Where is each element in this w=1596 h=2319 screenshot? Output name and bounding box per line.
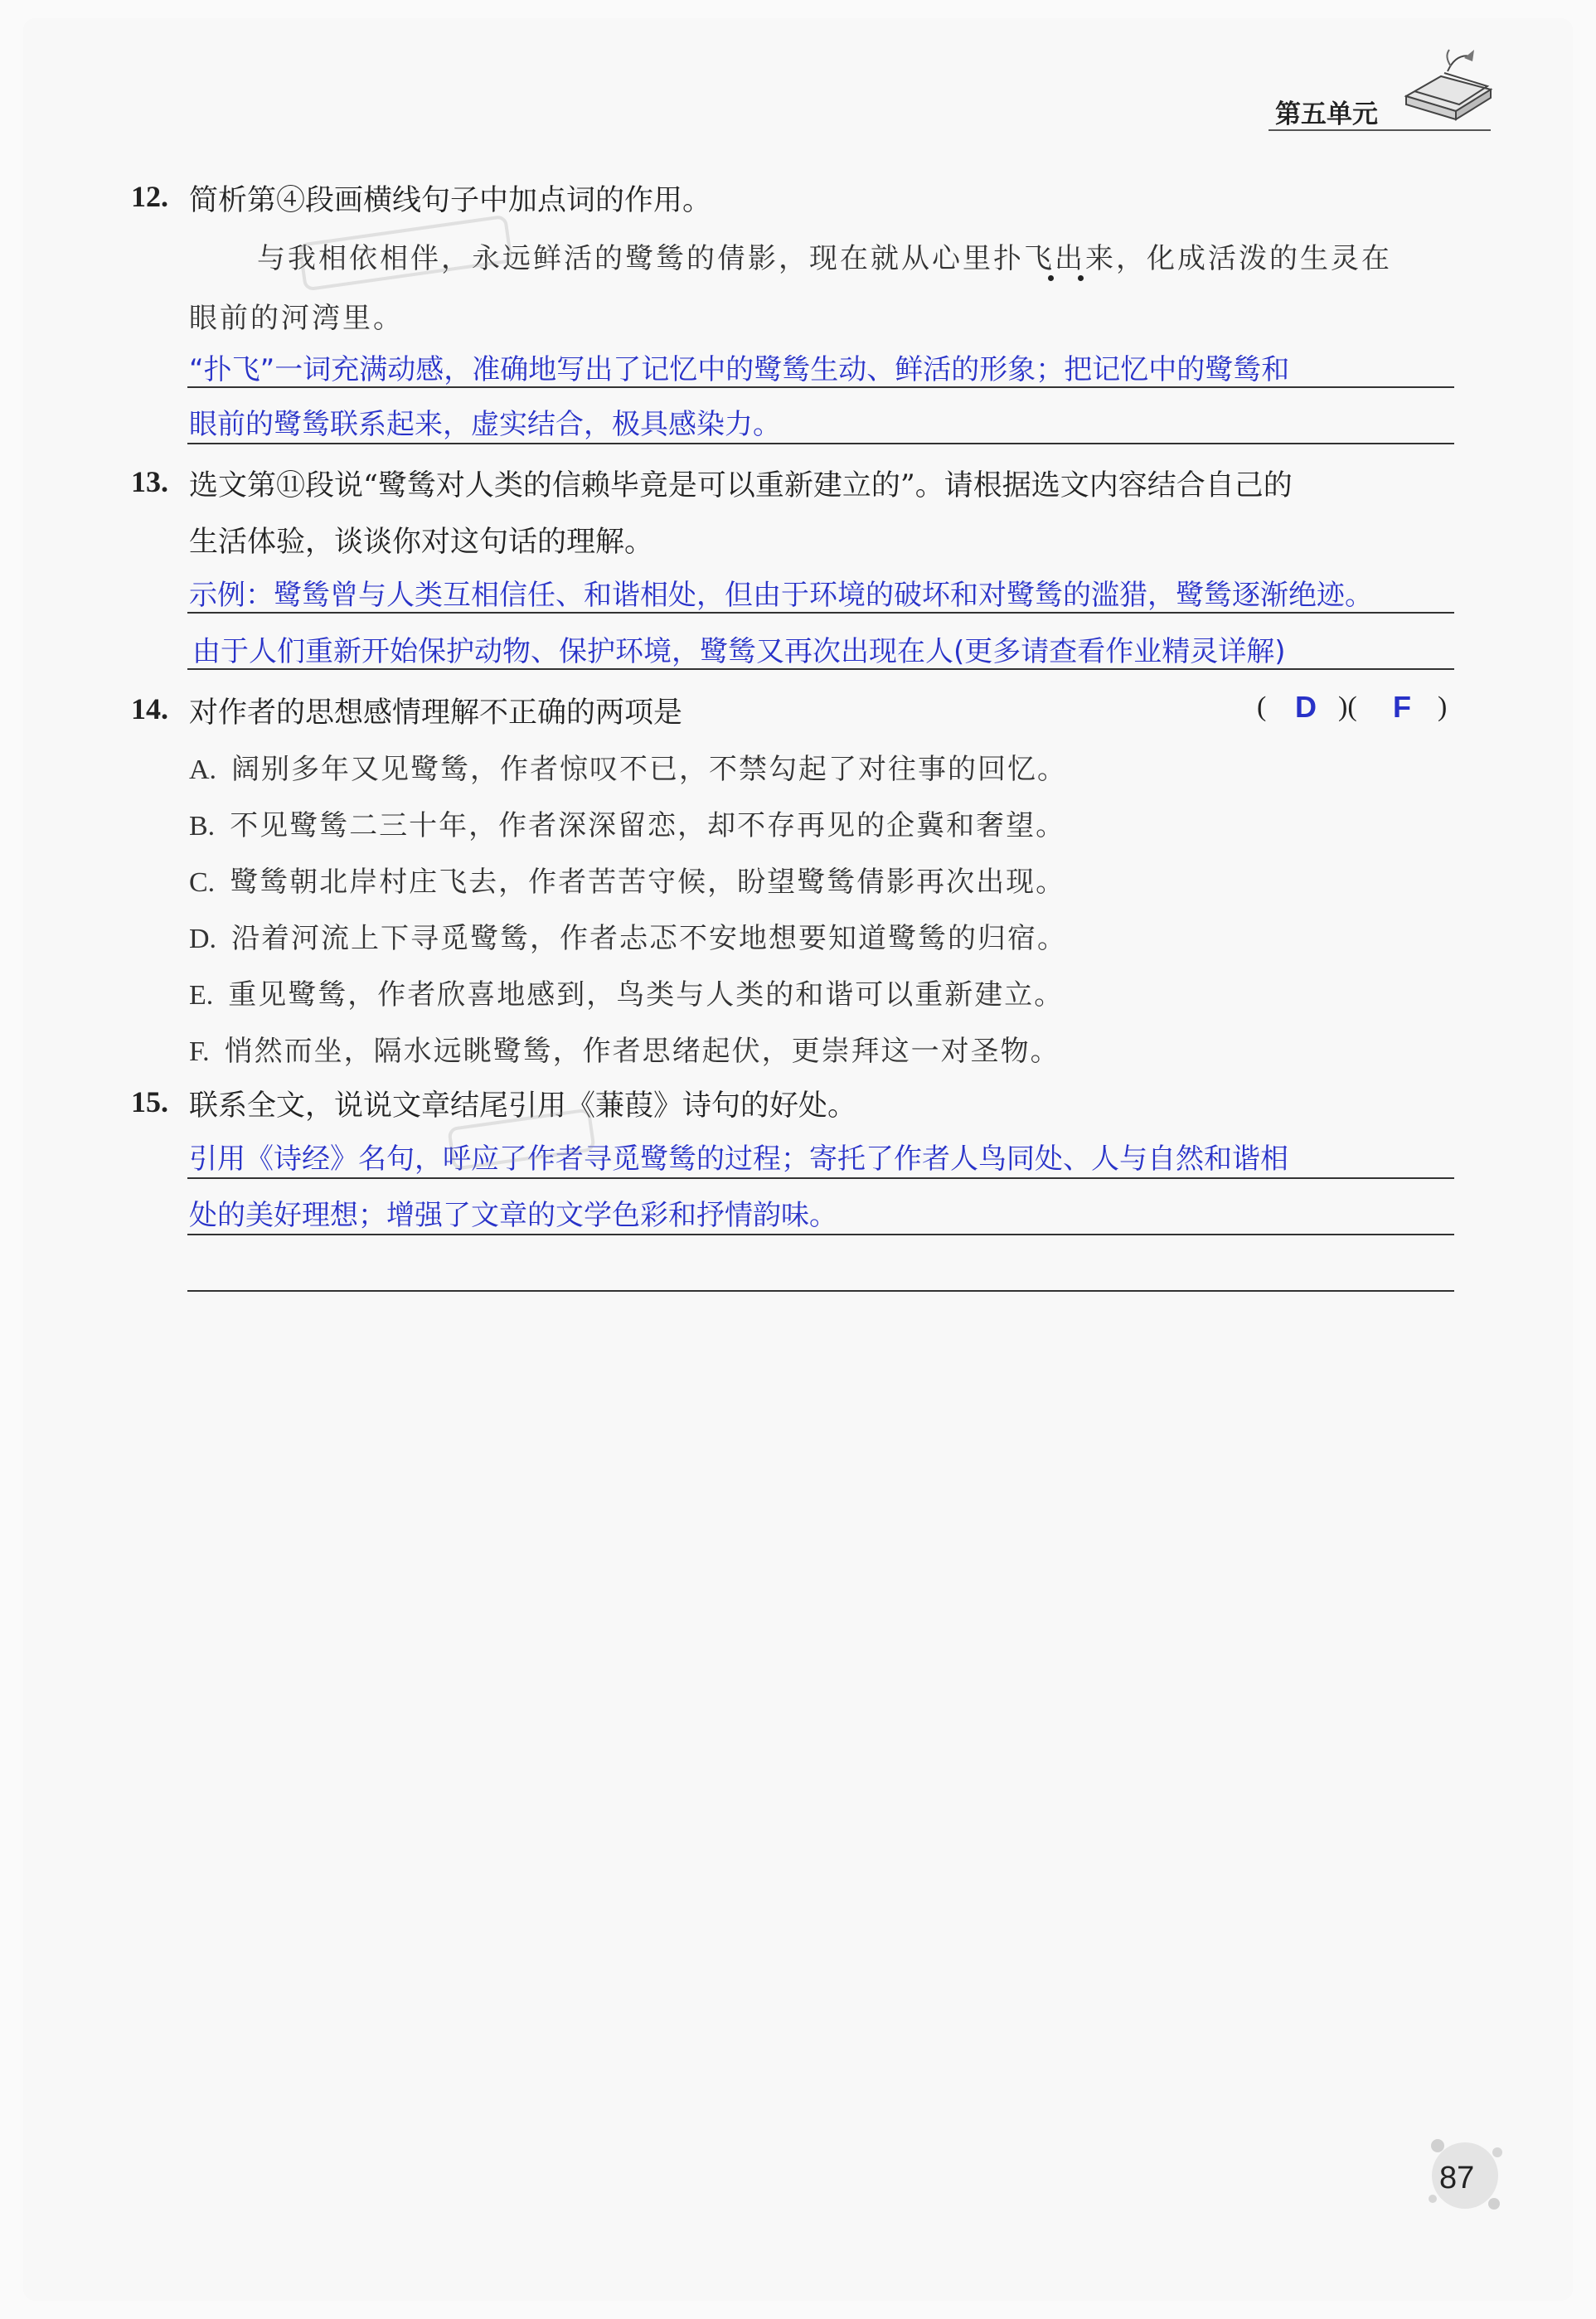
question-15-answer-line-2: 处的美好理想；增强了文章的文学色彩和抒情韵味。 — [189, 1199, 837, 1232]
option-d — [189, 915, 1067, 956]
question-12-answer-line-1: “扑飞”一词充满动感，准确地写出了记忆中的鹭鸶生动、鲜活的形象；把记忆中的鹭鸶和 — [189, 353, 1290, 386]
question-13-answer-line-1: 示例：鹭鸶曾与人类互相信任、和谐相处，但由于环境的破坏和对鹭鸶的滥猎，鹭鸶逐渐绝迹。 — [189, 579, 1373, 612]
option-text: 沿着河流上下寻觅鹭鸶，作者忐忑不安地想要知道鹭鸶的归宿。 — [231, 922, 1068, 955]
option-e — [189, 972, 1064, 1012]
option-letter: E. — [189, 980, 214, 1011]
option-letter: A. — [189, 754, 217, 785]
emphasis-dot-pu — [1048, 275, 1054, 281]
question-13-number: 13. — [131, 465, 168, 498]
question-14-number: 14. — [131, 692, 168, 725]
answer-rule — [187, 1290, 1454, 1292]
option-b — [189, 803, 1065, 843]
question-12-quote-line-2: 眼前的河湾里。 — [189, 302, 404, 335]
question-15-answer-line-1: 引用《诗经》名句，呼应了作者寻觅鹭鸶的过程；寄托了作者人鸟同处、人与自然和谐相 — [189, 1143, 1288, 1176]
unit-title-underline — [1269, 129, 1491, 131]
question-12-prompt: 简析第④段画横线句子中加点词的作用。 — [189, 184, 712, 217]
answer-bracket-close: ) — [1438, 691, 1448, 722]
answer-rule — [187, 386, 1454, 388]
option-text: 阔别多年又见鹭鸶，作者惊叹不已，不禁勾起了对往事的回忆。 — [231, 753, 1068, 786]
question-14-prompt: 对作者的思想感情理解不正确的两项是 — [189, 696, 683, 730]
question-13-prompt-line-1: 选文第⑪段说“鹭鸶对人类的信赖毕竟是可以重新建立的”。请根据选文内容结合自己的 — [189, 469, 1293, 502]
question-14-answer-1: D — [1295, 690, 1317, 724]
answer-rule — [187, 1234, 1454, 1235]
question-15-prompt: 联系全文，说说文章结尾引用《蒹葭》诗句的好处。 — [189, 1089, 857, 1123]
option-letter: D. — [189, 924, 217, 954]
option-text: 悄然而坐，隔水远眺鹭鸶，作者思绪起伏，更崇拜这一对圣物。 — [224, 1035, 1060, 1068]
option-letter: C. — [189, 867, 216, 898]
answer-rule — [187, 443, 1454, 444]
answer-rule — [187, 1177, 1454, 1179]
question-13-prompt-line-2: 生活体验，谈谈你对这句话的理解。 — [189, 526, 654, 559]
question-15-number: 15. — [131, 1085, 168, 1118]
question-12-answer-line-2: 眼前的鹭鸶联系起来，虚实结合，极具感染力。 — [189, 408, 781, 441]
option-a — [189, 746, 1067, 787]
answer-rule — [187, 668, 1454, 670]
page-number: 87 — [1439, 2161, 1475, 2195]
option-text: 不见鹭鸶二三十年，作者深深留恋，却不存再见的企冀和奢望。 — [230, 809, 1066, 842]
emphasis-dot-fei — [1078, 275, 1084, 281]
option-letter: B. — [189, 811, 216, 842]
question-12-quote-line-1: 与我相依相伴，永远鲜活的鹭鸶的倩影，现在就从心里扑飞出来，化成活泼的生灵在 — [257, 242, 1392, 275]
question-13-answer-line-2: 由于人们重新开始保护动物、保护环境，鹭鸶又再次出现在人(更多请查看作业精灵详解) — [192, 635, 1286, 668]
option-text: 鹭鸶朝北岸村庄飞去，作者苦苦守候，盼望鹭鸶倩影再次出现。 — [230, 866, 1066, 899]
question-12-number: 12. — [131, 180, 168, 213]
answer-bracket-open: ( — [1257, 691, 1267, 722]
question-14-answer-2: F — [1393, 690, 1411, 724]
option-c — [189, 859, 1065, 900]
option-f — [189, 1028, 1060, 1069]
books-icon — [1398, 46, 1497, 133]
option-text: 重见鹭鸶，作者欣喜地感到，鸟类与人类的和谐可以重新建立。 — [228, 978, 1065, 1012]
unit-title: 第五单元 — [1275, 99, 1378, 129]
option-letter: F. — [189, 1036, 210, 1067]
answer-rule — [187, 612, 1454, 614]
answer-bracket-middle: )( — [1338, 691, 1357, 722]
